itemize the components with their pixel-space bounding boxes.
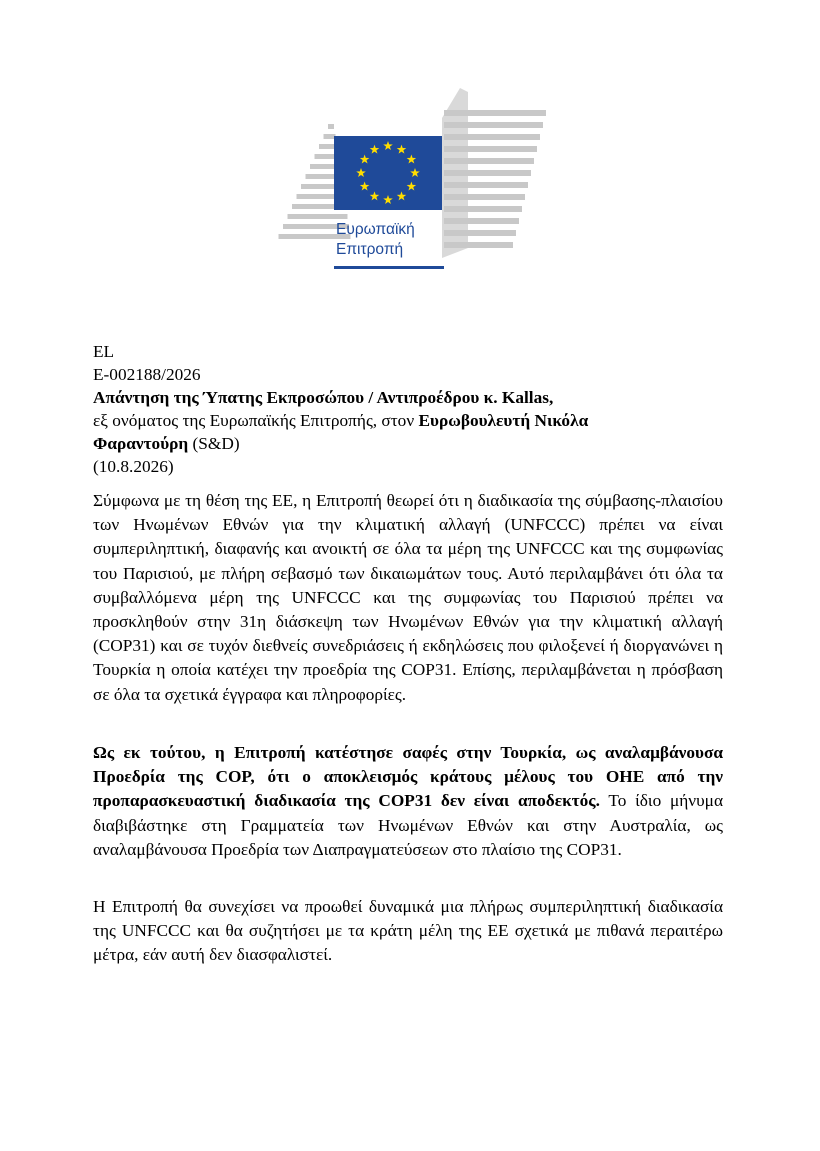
answer-title: Απάντηση της Ύπατης Εκπροσώπου / Αντιπροέδρου κ. Kallas, [93,388,554,407]
european-commission-logo [276,88,546,274]
building-stripe [444,110,546,116]
building-stripe [444,146,537,152]
building-stripe [328,124,334,129]
building-stripe [444,122,543,128]
behalf-prefix: εξ ονόματος της Ευρωπαϊκής Επιτροπής, στον [93,411,419,430]
building-stripe [444,230,516,236]
building-stripe [444,242,513,248]
mep-name-part1: Ευρωβουλευτή Νικόλα [418,411,589,430]
paragraph-1: Σύμφωνα με τη θέση της ΕΕ, η Επιτροπή θεωρεί ότι η διαδικασία της σύμβασης-πλαισίου των Ηνωμένων Εθνών για την κλιματική αλλαγή (UNFCCC) πρέπει να είναι συμπεριληπτική, διαφανής και ανοικτή σε όλα τα μέρη της UNFCCC και της συμφωνίας του Παρισιού, με πλήρη σεβασμό των δικαιωμάτων τους. Αυτό περιλαμβάνει ότι όλα τα συμβαλλόμενα μέρη της UNFCCC και της συμφωνίας του Παρισιού πρέπει να προσκληθούν στην 31η διάσκεψη των Ηνωμένων Εθνών για την κλιματική αλλαγή (COP31) και σε τυχόν διεθνείς συνεδριάσεις ή εκδηλώσεις που φιλοξενεί ή διοργανώνει η Τουρκία η οποία κατέχει την προεδρία της COP31. Επίσης, περιλαμβάνεται η πρόσβαση σε όλα τα σχετικά έγγραφα και πληροφορίες. [93,491,723,704]
mep-name-part2: Φαραντούρη [93,434,189,453]
building-stripe [288,214,348,219]
building-stripe [444,158,534,164]
language-code: EL [93,342,115,361]
building-stripe [444,194,525,200]
behalf-line [93,409,733,432]
building-stripe [444,182,528,188]
berlaymont-building-graphic [276,88,546,274]
logo-underline [334,266,444,269]
building-stripe [444,218,519,224]
paragraph-3: Η Επιτροπή θα συνεχίσει να προωθεί δυναμικά μια πλήρως συμπεριληπτική διαδικασία της UNFCCC και θα συζητήσει με τα κράτη μέλη της ΕΕ σχετικά με πιθανά περαιτέρω μέτρα, εάν αυτή δεν διασφαλιστεί. [93,897,723,965]
document-header [93,340,733,478]
building-right-wing [442,88,546,258]
answer-date: (10.8.2026) [93,457,174,476]
building-stripe [324,134,336,139]
question-reference: E-002188/2026 [93,365,201,384]
logo-text-line1: Ευρωπαϊκή [336,221,415,238]
paragraph-2-rest: Το ίδιο μήνυμα διαβιβάστηκε στη Γραμματεία των Ηνωμένων Εθνών και στην Αυστραλία, ως αναλαμβάνουσα Προεδρία των Διαπραγματεύσεων στο πλαίσιο της COP31. [93,791,723,859]
building-stripe [444,170,531,176]
mep-line [93,432,733,455]
logo-text-line2: Επιτροπή [336,241,404,258]
building-stripe [444,206,522,212]
paragraph-2-bold: Ως εκ τούτου, η Επιτροπή κατέστησε σαφές στην Τουρκία, ως αναλαμβάνουσα Προεδρία της COP, ότι ο αποκλεισμός κράτους μέλους του ΟΗΕ από την προπαρασκευαστική διαδικασία της COP31 δεν είναι αποδεκτός. [93,743,723,811]
political-group: (S&D) [188,434,240,453]
paragraph-2 [93,741,723,862]
building-stripe [444,134,540,140]
